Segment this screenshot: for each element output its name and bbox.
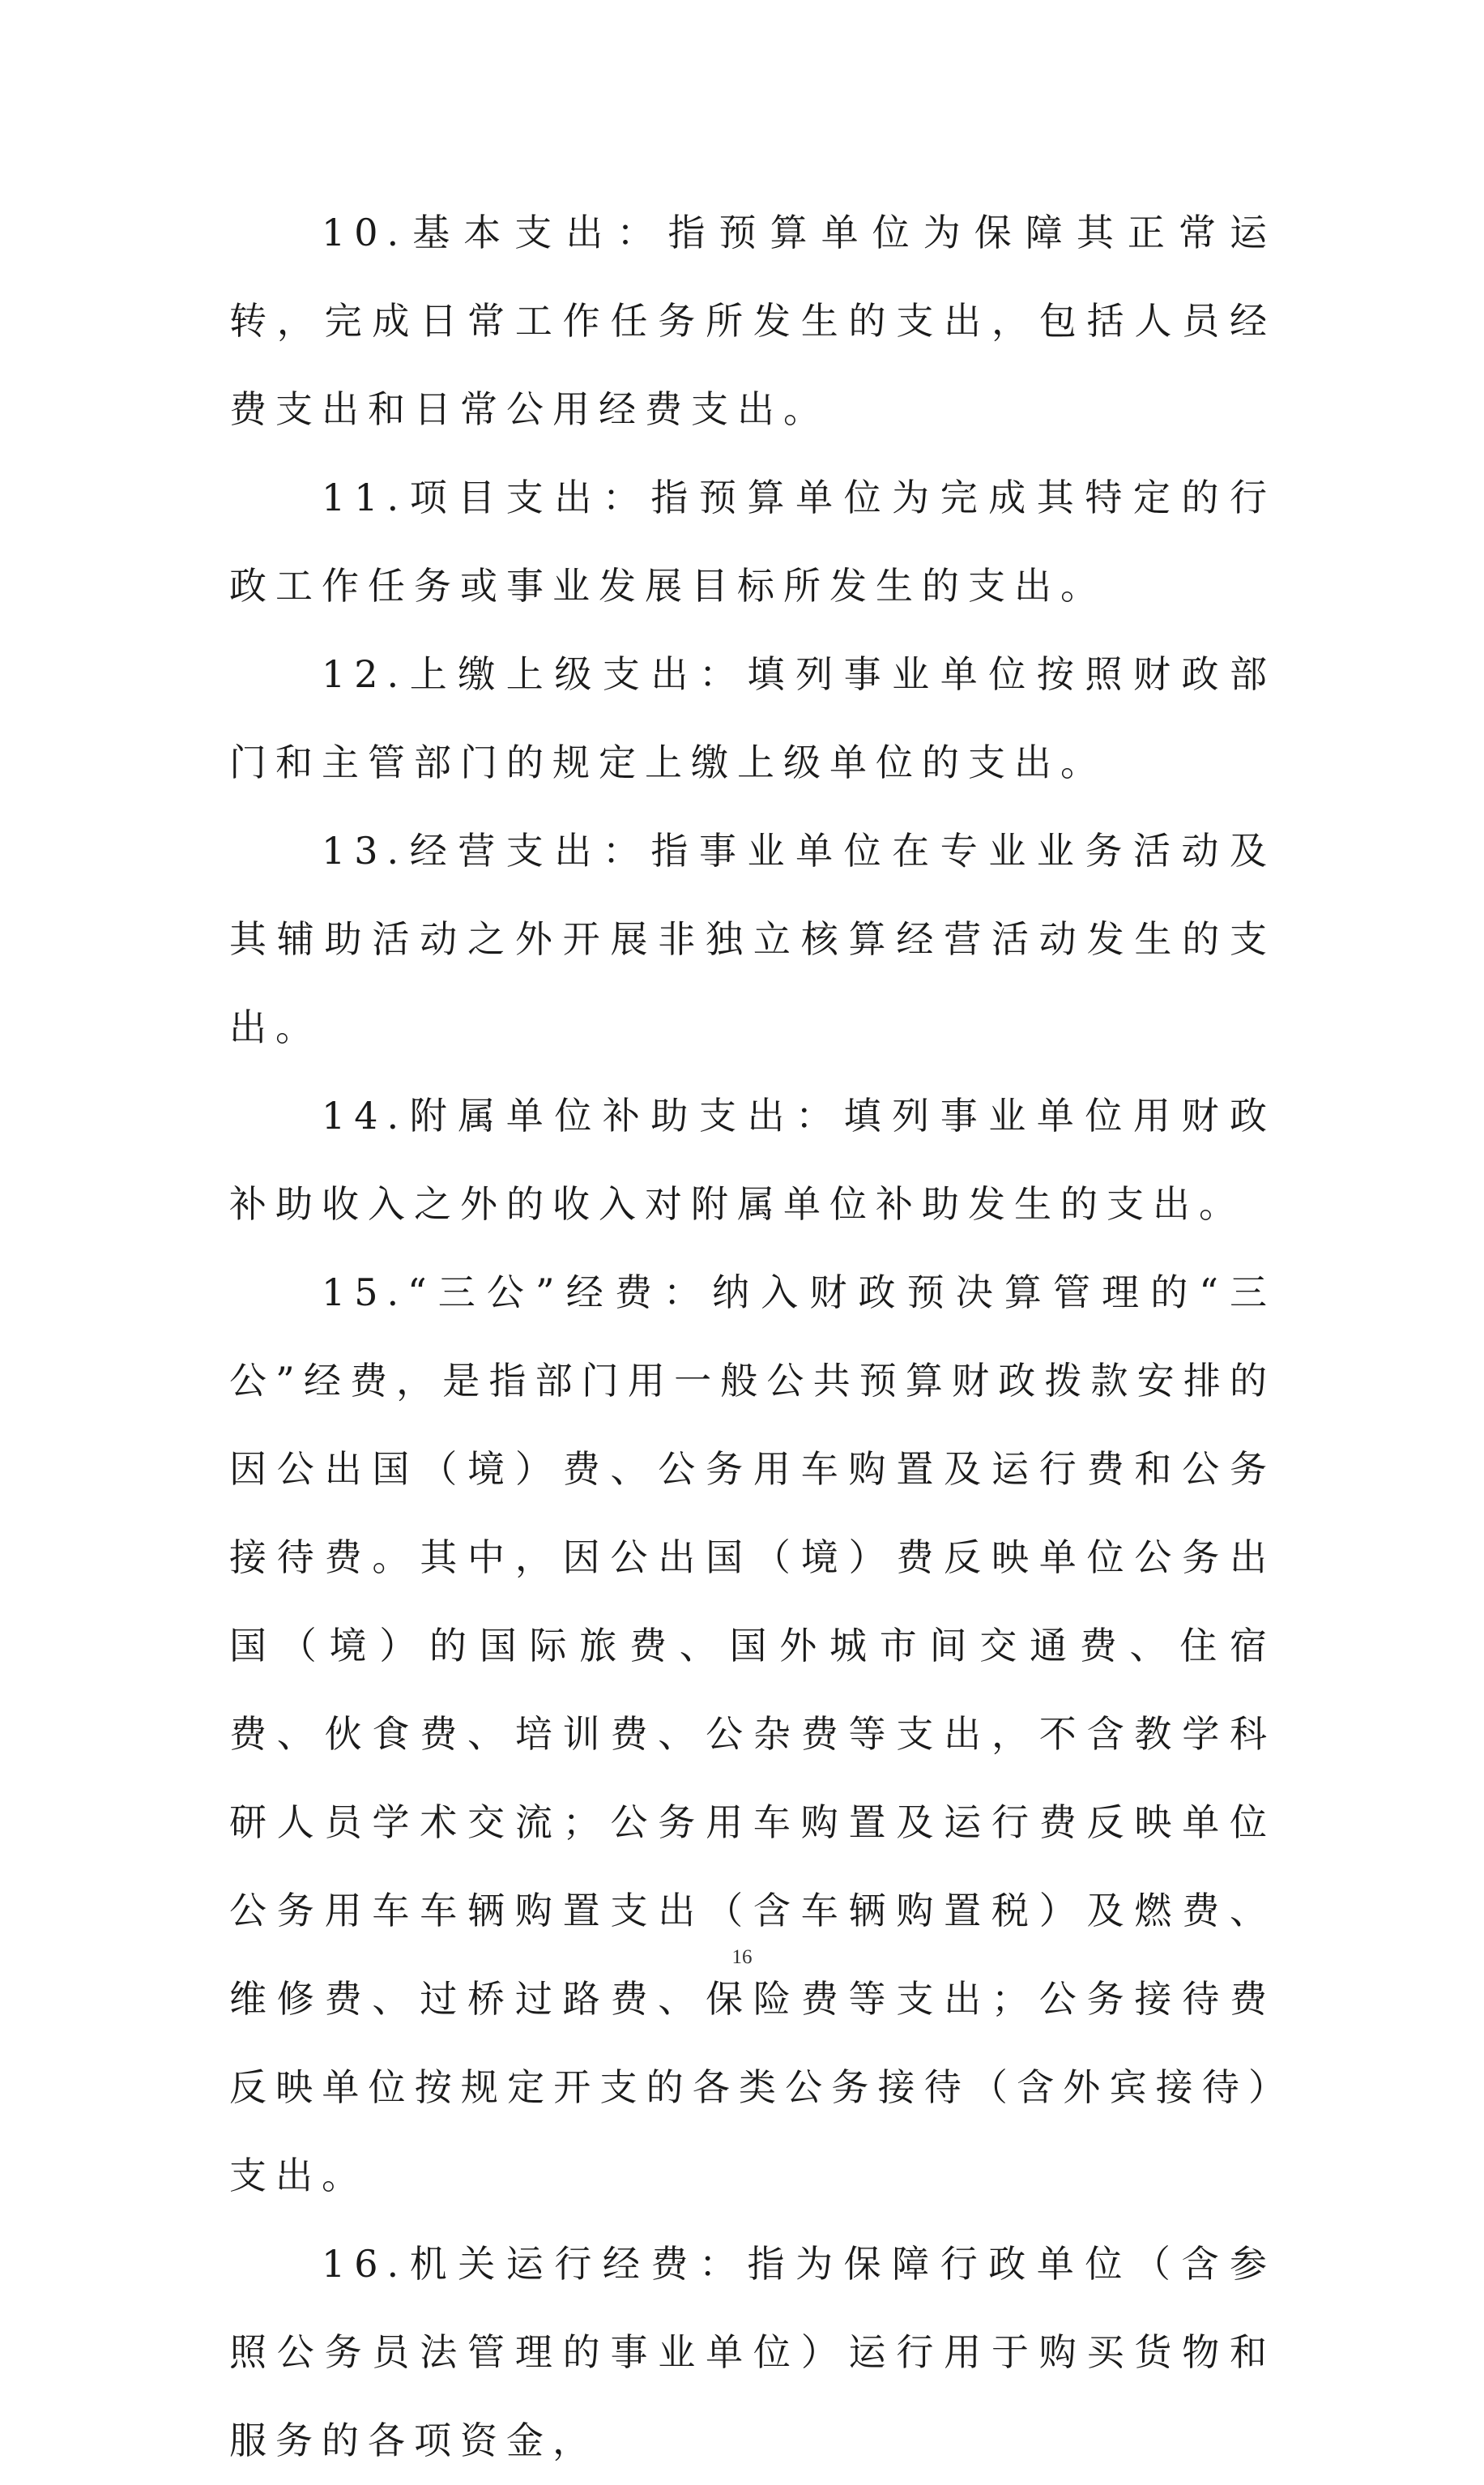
paragraph-operating-expenditure: 13.经营支出：指事业单位在专业业务活动及其辅助活动之外开展非独立核算经营活动发生的支出。 (229, 829, 1276, 1049)
body-text (229, 189, 1276, 2485)
page-number: 16 (731, 1946, 753, 1968)
paragraph-agency-operating-funds: 16.机关运行经费：指为保障行政单位（含参照公务员法管理的事业单位）运行用于购买货物和服务的各项资金， (229, 2242, 1276, 2462)
paragraph-subsidiary-subsidy: 14.附属单位补助支出：填列事业单位用财政补助收入之外的收入对附属单位补助发生的支出。 (229, 1094, 1276, 1226)
paragraph-basic-expenditure: 10.基本支出：指预算单位为保障其正常运转，完成日常工作任务所发生的支出，包括人员经费支出和日常公用经费支出。 (229, 211, 1276, 431)
paragraph-three-public-funds: 15.“三公”经费：纳入财政预决算管理的“三公”经费，是指部门用一般公共预算财政拨款安排的因公出国（境）费、公务用车购置及运行费和公务接待费。其中，因公出国（境）费反映单位公务出国（境）的国际旅费、国外城市间交通费、住宿费、伙食费、培训费、公杂费等支出，不含教学科研人员学术交流；公务用车购置及运行费反映单位公务用车车辆购置支出（含车辆购置税）及燃费、维修费、过桥过路费、保险费等支出；公务接待费反映单位按规定开支的各类公务接待（含外宾接待）支出。 (229, 1270, 1276, 2197)
paragraph-upper-level-expenditure: 12.上缴上级支出：填列事业单位按照财政部门和主管部门的规定上缴上级单位的支出。 (229, 652, 1276, 784)
paragraph-project-expenditure: 11.项目支出：指预算单位为完成其特定的行政工作任务或事业发展目标所发生的支出。 (229, 476, 1276, 608)
